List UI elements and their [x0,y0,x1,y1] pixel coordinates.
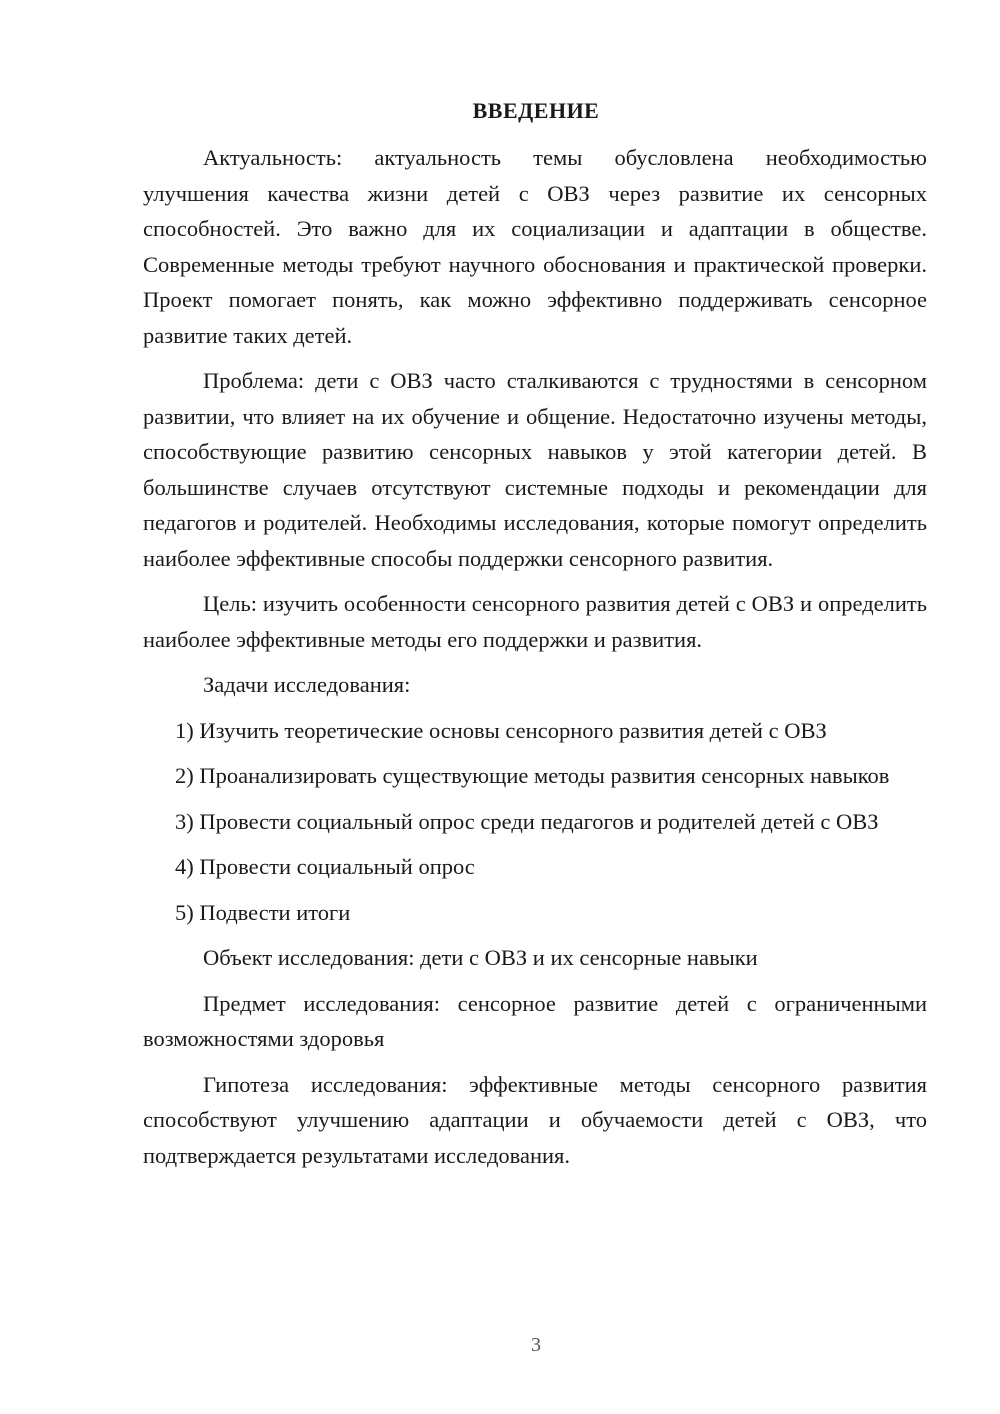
task-item-5: 5) Подвести итоги [175,899,351,925]
paragraph-problem: Проблема: дети с ОВЗ часто сталкиваются с трудностями в сенсорном развитии, что влияет на их обучение и общение. Недостаточно изучены методы, способствующие развитию сенсорных навыков у этой категории детей. В большинстве случаев отсутствуют системные подходы и рекомендации для педагогов и родителей. Необходимы исследования, которые помогут определить наиболее эффективные способы поддержки сенсорного развития. [143,368,927,571]
task-item-1: 1) Изучить теоретические основы сенсорного развития детей с ОВЗ [175,717,827,743]
task-item-4: 4) Провести социальный опрос [175,854,475,879]
paragraph-relevance: Актуальность: актуальность темы обусловлена необходимостью улучшения качества жизни детей с ОВЗ через развитие их сенсорных способностей. Это важно для их социализации и адаптации в обществе. Современные методы требуют научного обоснования и практической проверки. Проект помогает понять, как можно эффективно поддерживать сенсорное развитие таких детей. [143,145,927,348]
document-body [143,140,927,1173]
paragraph-subject: Предмет исследования: сенсорное развитие детей с ограниченными возможностями здоровья [143,990,927,1051]
tasks-heading: Задачи исследования: [203,672,411,697]
task-item-2: 2) Проанализировать существующие методы развития сенсорных навыков [175,763,890,788]
page-number: 3 [531,1334,541,1356]
section-title: ВВЕДЕНИЕ [472,98,600,123]
paragraph-hypothesis: Гипотеза исследования: эффективные методы сенсорного развития способствуют улучшению адаптации и обучаемости детей с ОВЗ, что подтверждается результатами исследования. [143,1071,927,1168]
paragraph-goal: Цель: изучить особенности сенсорного развития детей с ОВЗ и определить наиболее эффективные методы его поддержки и развития. [143,591,927,652]
paragraph-object: Объект исследования: дети с ОВЗ и их сенсорные навыки [203,945,758,970]
task-item-3: 3) Провести социальный опрос среди педагогов и родителей детей с ОВЗ [175,808,879,834]
